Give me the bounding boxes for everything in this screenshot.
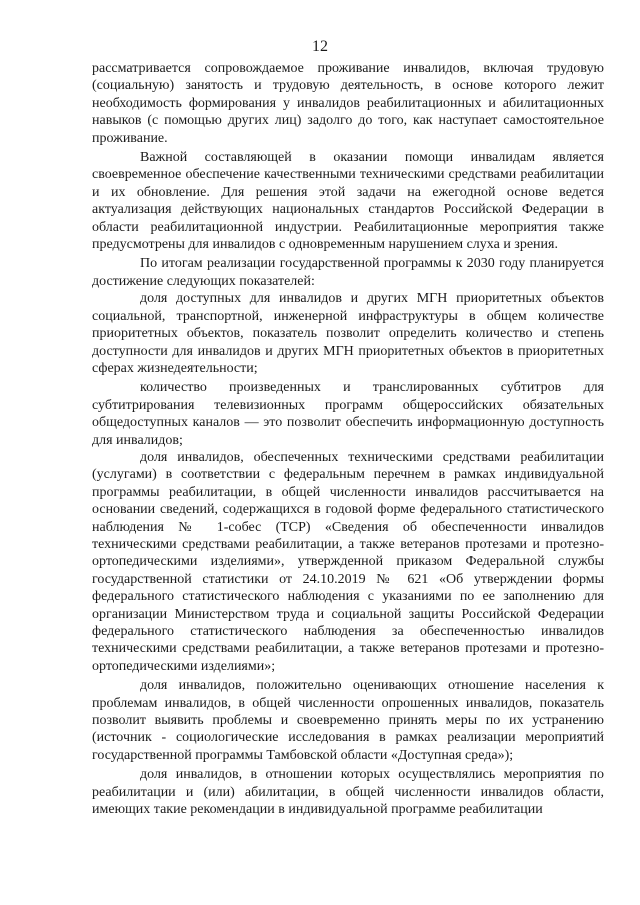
paragraph: доля инвалидов, в отношении которых осуществлялись мероприятия по реабилитации и (или) абилитации, в общей численности инвалидов области, имеющих такие рекомендации в индивидуальной программе реабилитации bbox=[92, 767, 604, 818]
paragraph: количество произведенных и транслированных субтитров для субтитрирования телевизионных программ общероссийских обязательных общедоступных каналов — это позволит обеспечить информационную доступность для инвалидов; bbox=[92, 380, 604, 448]
paragraph: доля инвалидов, обеспеченных техническими средствами реабилитации (услугами) в соответствии с федеральным перечнем в рамках индивидуальной программы реабилитации, в общей численности инвалидов рассчитывается на основании сведений, содержащихся в годовой форме федерального статистического наблюдения № 1-собес (ТСР) «Сведения об обеспеченности инвалидов техническими средствами реабилитации, а также ветеранов протезами и протезно-ортопедическими изделиями», утвержденной приказом Федеральной службы государственной статистики от 24.10.2019 № 621 «Об утверждении формы федерального статистического наблюдения с указаниями по ее заполнению для организации Министерством труда и социальной защиты Российской Федерации федерального статистического наблюдения за обеспеченностью инвалидов техническими средствами реабилитации, а также ветеранов протезами и протезно-ортопедическими изделиями»; bbox=[92, 449, 604, 674]
paragraph: По итогам реализации государственной программы к 2030 году планируется достижение следующих показателей: bbox=[92, 256, 604, 289]
document-body bbox=[92, 60, 604, 818]
paragraph: Важной составляющей в оказании помощи инвалидам является своевременное обеспечение качественными техническими средствами реабилитации и их обновление. Для решения этой задачи на ежегодной основе ведется актуализация действующих национальных стандартов Российской Федерации в области реабилитационной индустрии. Реабилитационные мероприятия также предусмотрены для инвалидов с одновременным нарушением слуха и зрения. bbox=[92, 150, 604, 253]
paragraph: рассматривается сопровождаемое проживание инвалидов, включая трудовую (социальную) занятость и трудовую деятельность, в основе которого лежит необходимость формирования у инвалидов реабилитационных и абилитационных навыков (с помощью других лиц) задолго до того, как наступает самостоятельное проживание. bbox=[92, 61, 604, 146]
page-number: 12 bbox=[312, 38, 328, 55]
paragraph: доля инвалидов, положительно оценивающих отношение населения к проблемам инвалидов, в общей численности опрошенных инвалидов, показатель позволит выявить проблемы и своевременно принять меры по их устранению (источник - социологические исследования в рамках реализации мероприятий государственной программы Тамбовской области «Доступная среда»); bbox=[92, 678, 604, 763]
paragraph: доля доступных для инвалидов и других МГН приоритетных объектов социальной, транспортной, инженерной инфраструктуры в общем количестве приоритетных объектов, показатель позволит определить количество и степень доступности для инвалидов и других МГН приоритетных объектов в приоритетных сферах жизнедеятельности; bbox=[92, 291, 604, 376]
